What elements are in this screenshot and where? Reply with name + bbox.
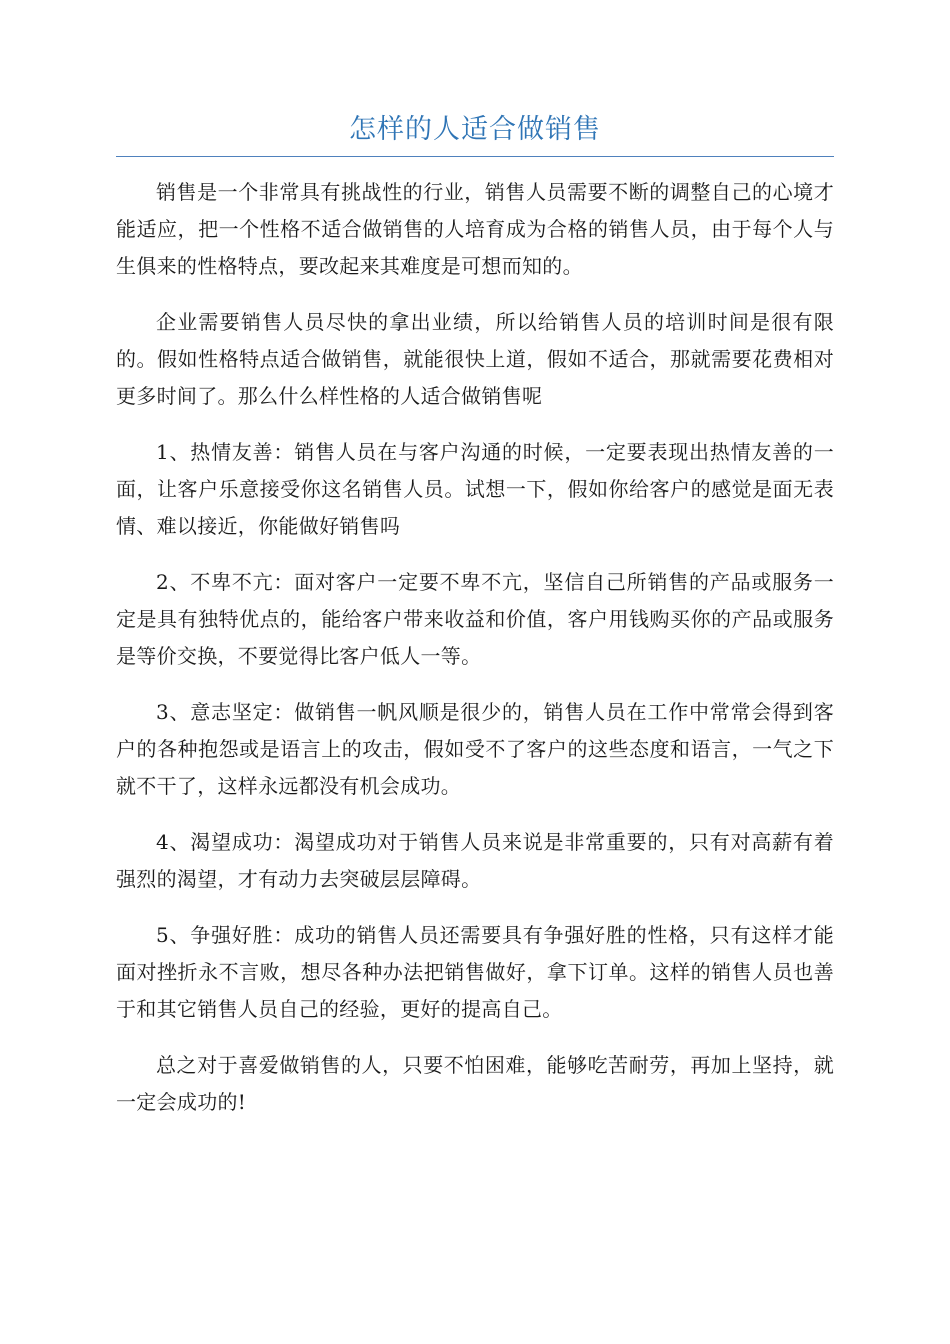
trait-paragraph-determined: 3、意志坚定：做销售一帆风顺是很少的，销售人员在工作中常常会得到客户的各种抱怨或是语言上的攻击，假如受不了客户的这些态度和语言，一气之下就不干了，这样永远都没有机会成功。	[116, 700, 834, 798]
intro-paragraph: 销售是一个非常具有挑战性的行业，销售人员需要不断的调整自己的心境才能适应，把一个性格不适合做销售的人培育成为合格的销售人员，由于每个人与生俱来的性格特点，要改起来其难度是可想而知的。	[116, 180, 834, 278]
trait-paragraph-competitive: 5、争强好胜：成功的销售人员还需要具有争强好胜的性格，只有这样才能面对挫折永不言败，想尽各种办法把销售做好，拿下订单。这样的销售人员也善于和其它销售人员自己的经验，更好的提高自己。	[116, 923, 834, 1021]
title-block	[116, 108, 834, 157]
trait-paragraph-confident: 2、不卑不亢：面对客户一定要不卑不亢，坚信自己所销售的产品或服务一定是具有独特优点的，能给客户带来收益和价值，客户用钱购买你的产品或服务是等价交换，不要觉得比客户低人一等。	[116, 570, 834, 668]
trait-paragraph-friendly: 1、热情友善：销售人员在与客户沟通的时候，一定要表现出热情友善的一面，让客户乐意接受你这名销售人员。试想一下，假如你给客户的感觉是面无表情、难以接近，你能做好销售吗	[116, 440, 834, 538]
page-title: 怎样的人适合做销售	[349, 114, 601, 145]
document-body	[116, 174, 834, 1140]
trait-paragraph-ambitious: 4、渴望成功：渴望成功对于销售人员来说是非常重要的，只有对高薪有着强烈的渴望，才有动力去突破层层障碍。	[116, 830, 834, 891]
conclusion-paragraph: 总之对于喜爱做销售的人，只要不怕困难，能够吃苦耐劳，再加上坚持，就一定会成功的!	[116, 1053, 834, 1114]
context-paragraph: 企业需要销售人员尽快的拿出业绩，所以给销售人员的培训时间是很有限的。假如性格特点适合做销售，就能很快上道，假如不适合，那就需要花费相对更多时间了。那么什么样性格的人适合做销售呢	[116, 310, 834, 408]
